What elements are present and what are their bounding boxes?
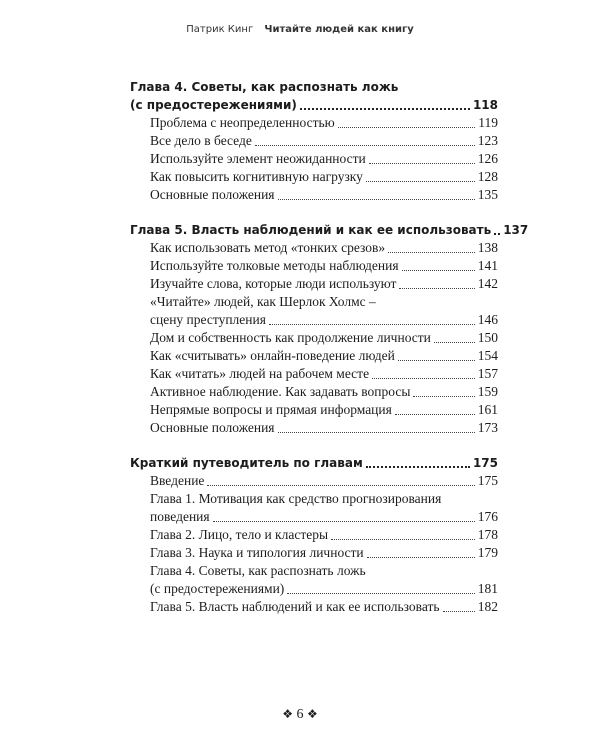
toc-item (130, 383, 498, 401)
toc-item-label: Глава 3. Наука и типология личности (150, 545, 364, 560)
toc-chapter-4-page: 118 (472, 98, 498, 112)
toc-item-page: 157 (477, 366, 498, 381)
leader-dots (366, 181, 475, 182)
toc-item-page: 154 (477, 348, 498, 363)
toc-guide-title: Краткий путеводитель по главам (130, 456, 363, 470)
leader-dots (278, 199, 475, 200)
toc-item (130, 275, 498, 293)
toc-item-label: Дом и собственность как продолжение личности (150, 330, 431, 345)
toc-item-label: Все дело в беседе (150, 133, 252, 148)
toc-item (130, 239, 498, 257)
toc-guide-page: 175 (472, 456, 498, 470)
toc-item (130, 580, 498, 598)
toc-item-label: Глава 1. Мотивация как средство прогнозирования (150, 491, 442, 506)
leader-dots (300, 108, 470, 110)
leader-dots (269, 324, 475, 325)
toc-item-page: 176 (477, 509, 498, 524)
toc-item (130, 526, 498, 544)
toc-item (130, 311, 498, 329)
leader-dots (398, 360, 475, 361)
leader-dots (372, 378, 475, 379)
toc-item-page: 119 (478, 115, 498, 130)
running-head (0, 24, 600, 35)
leader-dots (395, 414, 475, 415)
toc-chapter-4-title-line1: Глава 4. Советы, как распознать ложь (130, 80, 399, 94)
toc-item-page: 126 (477, 151, 498, 166)
toc-item-label: Основные положения (150, 187, 275, 202)
toc-item-page: 173 (477, 420, 498, 435)
page-number: 6 (296, 707, 304, 722)
leader-dots (213, 521, 475, 522)
toc-item (130, 365, 498, 383)
toc-item (130, 401, 498, 419)
toc-item (130, 419, 498, 437)
toc-item-page: 182 (477, 599, 498, 614)
leader-dots (287, 593, 474, 594)
leader-dots (413, 396, 474, 397)
toc-item-label: Глава 2. Лицо, тело и кластеры (150, 527, 329, 542)
toc-item-label: Как «считывать» онлайн-поведение людей (150, 348, 395, 363)
toc-item-label: Изучайте слова, которые люди используют (150, 276, 397, 291)
table-of-contents (130, 78, 529, 616)
ornament-left-icon: ❖ (282, 707, 293, 721)
leader-dots (434, 342, 475, 343)
toc-item (130, 186, 498, 204)
toc-item (130, 598, 498, 616)
toc-item (130, 508, 498, 526)
leader-dots (207, 485, 474, 486)
toc-item-label: Как «читать» людей на рабочем месте (150, 366, 370, 381)
toc-item-label-cont: сцену преступления (150, 312, 266, 327)
leader-dots (388, 252, 475, 253)
toc-item-label: Глава 5. Власть наблюдений и как ее использовать (150, 599, 440, 614)
toc-item (130, 257, 498, 275)
toc-item-page: 150 (477, 330, 498, 345)
toc-item-label: Введение (150, 473, 205, 488)
toc-item-page: 146 (477, 312, 498, 327)
toc-item-label-cont: (с предостережениями) (150, 581, 285, 596)
toc-item-page: 123 (477, 133, 498, 148)
toc-chapter-4 (130, 96, 498, 114)
page-folio (0, 707, 600, 723)
toc-item-page: 175 (477, 473, 498, 488)
toc-item (130, 168, 498, 186)
toc-item-label: Основные положения (150, 420, 275, 435)
leader-dots (494, 233, 500, 235)
header-book-title: Читайте людей как книгу (264, 24, 414, 35)
leader-dots (402, 270, 475, 271)
leader-dots (367, 557, 475, 558)
toc-item-label: Используйте толковые методы наблюдения (150, 258, 399, 273)
toc-item (130, 544, 498, 562)
leader-dots (331, 539, 475, 540)
toc-item-page: 135 (477, 187, 498, 202)
leader-dots (278, 432, 475, 433)
toc-item (130, 347, 498, 365)
header-author: Патрик Кинг (186, 24, 254, 35)
toc-item-label: Как повысить когнитивную нагрузку (150, 169, 363, 184)
toc-item-label: «Читайте» людей, как Шерлок Холмс – (150, 294, 376, 309)
toc-item-page: 138 (477, 240, 498, 255)
toc-item-label: Проблема с неопределенностью (150, 115, 335, 130)
toc-item-page: 161 (477, 402, 498, 417)
ornament-right-icon: ❖ (307, 707, 318, 721)
toc-item-label-cont: поведения (150, 509, 210, 524)
leader-dots (338, 127, 476, 128)
leader-dots (443, 611, 475, 612)
toc-item (130, 132, 498, 150)
toc-item-label: Непрямые вопросы и прямая информация (150, 402, 392, 417)
toc-chapter-4-title-line2: (с предостережениями) (130, 98, 297, 112)
toc-item (130, 150, 498, 168)
toc-item (130, 114, 498, 132)
toc-item (130, 329, 498, 347)
leader-dots (369, 163, 475, 164)
toc-item-label: Активное наблюдение. Как задавать вопросы (150, 384, 411, 399)
toc-chapter-5-page: 137 (503, 223, 529, 237)
toc-item-label: Глава 4. Советы, как распознать ложь (150, 563, 366, 578)
toc-item-page: 181 (477, 581, 498, 596)
leader-dots (399, 288, 474, 289)
toc-chapter-5 (130, 221, 529, 239)
toc-chapter-5-title: Глава 5. Власть наблюдений и как ее использовать (130, 223, 492, 237)
toc-item-page: 141 (477, 258, 498, 273)
toc-item-page: 142 (477, 276, 498, 291)
toc-item-page: 159 (477, 384, 498, 399)
toc-item-page: 128 (477, 169, 498, 184)
toc-item (130, 472, 498, 490)
toc-item-label: Как использовать метод «тонких срезов» (150, 240, 386, 255)
toc-guide (130, 454, 498, 472)
leader-dots (255, 145, 475, 146)
toc-item-label: Используйте элемент неожиданности (150, 151, 366, 166)
toc-item-page: 179 (477, 545, 498, 560)
toc-item-page: 178 (477, 527, 498, 542)
leader-dots (366, 466, 470, 468)
